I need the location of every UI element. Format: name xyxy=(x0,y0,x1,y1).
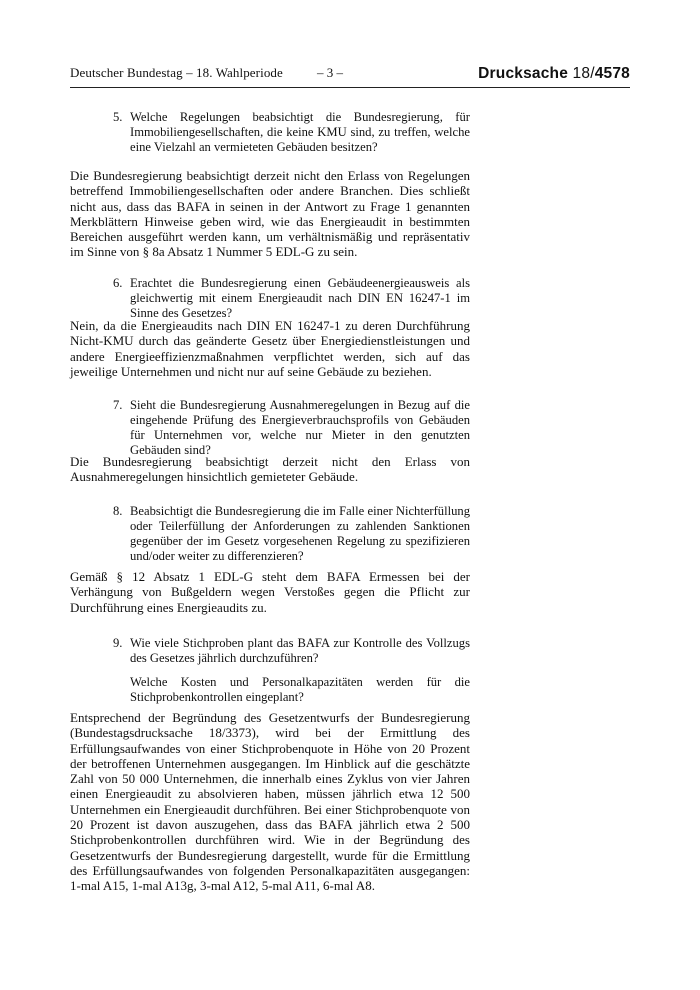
answer-item-8 xyxy=(70,569,470,615)
question-item-6 xyxy=(113,276,470,321)
question-number: 8. xyxy=(113,504,123,518)
question-item-9 xyxy=(113,636,470,705)
answer-item-6 xyxy=(70,318,470,379)
question-paragraph: Wie viele Stichproben plant das BAFA zur Kontrolle des Vollzugs des Gesetzes jährlich durchzuführen? xyxy=(130,636,470,665)
question-paragraph: Erachtet die Bundesregierung einen Gebäudeenergieausweis als gleichwertig mit einem Energieaudit nach DIN EN 16247-1 im Sinne des Gesetzes? xyxy=(130,276,470,320)
answer-paragraph: Die Bundesregierung beabsichtigt derzeit nicht den Erlass von Ausnahmeregelungen hinsichtlich gemieteter Gebäude. xyxy=(70,454,470,485)
answer-paragraph: Gemäß § 12 Absatz 1 EDL-G steht dem BAFA Ermessen bei der Verhängung von Bußgeldern wegen Verstoßes gegen die Pflicht zur Durchführung eines Energieaudits zu. xyxy=(70,569,470,615)
header-page-number: – 3 – xyxy=(317,65,343,80)
question-number: 6. xyxy=(113,276,123,290)
question-item-8 xyxy=(113,504,470,564)
doc-number: 4578 xyxy=(594,65,630,82)
question-paragraph: Sieht die Bundesregierung Ausnahmeregelungen in Bezug auf die eingehende Prüfung des Energieverbrauchsprofils von Gebäuden für Unternehmen vor, welche nur Mieter in den genutzten Gebäuden sind? xyxy=(130,398,470,457)
answer-paragraph: Nein, da die Energieaudits nach DIN EN 16247-1 zu deren Durchführung Nicht-KMU durch das geänderte Gesetz über Energiedienstleistungen und andere Energieeffizienzmaßnahmen verpflichtet werden, sich auf das jeweilige Unternehmen und nicht nur auf seine Gebäude zu beziehen. xyxy=(70,318,470,379)
question-number: 9. xyxy=(113,636,123,650)
answer-item-5 xyxy=(70,168,470,260)
question-text xyxy=(130,504,470,564)
question-paragraph: Welche Kosten und Personalkapazitäten werden für die Stichprobenkontrollen eingeplant? xyxy=(130,675,470,704)
question-text xyxy=(130,636,470,705)
question-paragraph: Welche Regelungen beabsichtigt die Bundesregierung, für Immobiliengesellschaften, die keine KMU sind, zu treffen, welche eine Vielzahl an vermieteten Gebäuden besitzen? xyxy=(130,110,470,154)
question-paragraph: Beabsichtigt die Bundesregierung die im Falle einer Nichterfüllung oder Teilerfüllung der Anforderungen zu zahlenden Sanktionen gegenüber der im Gesetz vorgesehenen Regelung zu spezifizieren und/oder weiter zu differenzieren? xyxy=(130,504,470,563)
question-text xyxy=(130,276,470,321)
doc-label: Drucksache xyxy=(478,65,573,82)
page-header xyxy=(70,60,630,88)
answer-item-7 xyxy=(70,454,470,485)
question-text xyxy=(130,110,470,155)
answer-paragraph: Entsprechend der Begründung des Gesetzentwurfs der Bundesregierung (Bundestagsdrucksache 18/3373), wird bei der Ermittlung des Erfüllungsaufwandes von einer Stichprobenquote in Höhe von 20 Prozent der betroffenen Unternehmen ausgegangen. Im Hinblick auf die geschätzte Zahl von 50 000 Unternehmen, die innerhalb eines Zyklus von vier Jahren einen Energieaudit zu absolvieren haben, müssen jährlich etwa 12 500 Unternehmen ein Energieaudit durchführen. Bei einer Stichprobenquote von 20 Prozent ist davon auszugehen, dass das BAFA jährlich etwa 2 500 Stichprobenkontrollen durchführen wird. Wie in der Begründung des Gesetzentwurfs der Bundesregierung dargestellt, wurde für die Ermittlung des Erfüllungsaufwandes von folgenden Personalkapazitäten ausgegangen: 1-mal A15, 1-mal A13g, 3-mal A12, 5-mal A11, 6-mal A8. xyxy=(70,710,470,894)
header-document-number xyxy=(478,65,630,83)
doc-prefix: 18/ xyxy=(572,65,595,82)
question-number: 5. xyxy=(113,110,123,124)
question-item-5 xyxy=(113,110,470,155)
answer-paragraph: Die Bundesregierung beabsichtigt derzeit nicht den Erlass von Regelungen betreffend Immobiliengesellschaften oder andere Branchen. Dies schließt nicht aus, dass das BAFA in seinen in der Antwort zu Frage 1 genannten Merkblättern Hinweise geben wird, wie das Energieaudit in bestimmten Bereichen ausgeführt werden kann, um verhältnismäßig und repräsentativ im Sinne von § 8a Absatz 1 Nummer 5 EDL-G zu sein. xyxy=(70,168,470,260)
question-text xyxy=(130,398,470,458)
question-item-7 xyxy=(113,398,470,458)
header-parliament-label: Deutscher Bundestag – 18. Wahlperiode xyxy=(70,65,283,80)
question-number: 7. xyxy=(113,398,123,412)
answer-item-9 xyxy=(70,710,470,894)
